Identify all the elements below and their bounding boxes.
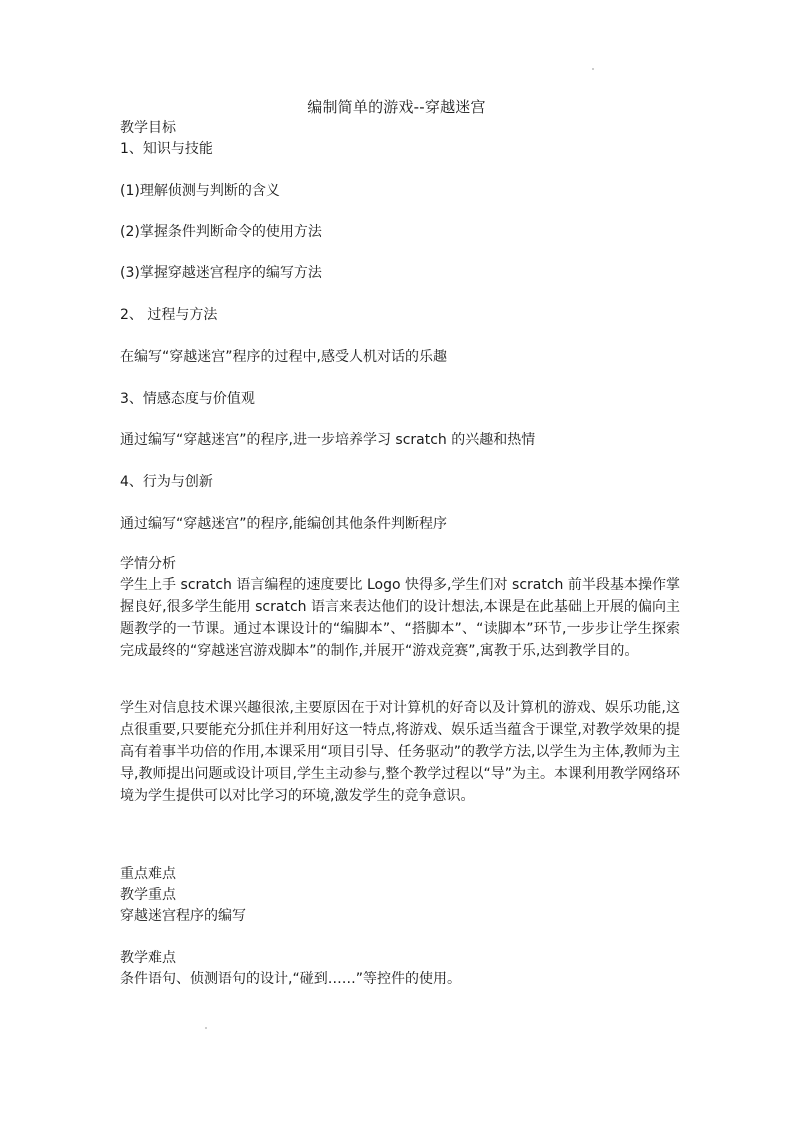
key-focus-heading: 教学重点 [120,887,176,903]
knowledge-item-2: (2)掌握条件判断命令的使用方法 [120,224,322,240]
difficulty-text: 条件语句、侦测语句的设计,“碰到……”等控件的使用。 [120,971,461,987]
difficulty-heading: 教学难点 [120,950,176,966]
key-focus-text: 穿越迷宫程序的编写 [120,908,246,924]
document-title: 编制简单的游戏--穿越迷宫 [307,98,486,116]
knowledge-heading: 1、知识与技能 [120,141,213,157]
analysis-paragraph-1: 学生上手 scratch 语言编程的速度要比 Logo 快得多,学生们对 scratch 前半段基本操作掌握良好,很多学生能用 scratch 语言来表达他们的设计想法,本课是在此基础上开展的偏向主题教学的一节课。通过本课设计的“编脚本”、“搭脚本”、“读脚本”环节,一步步让学生探索完成最终的“穿越迷宫游戏脚本”的制作,并展开“游戏竞赛”,寓教于乐,达到教学目的。 [120,577,680,659]
knowledge-item-3: (3)掌握穿越迷宫程序的编写方法 [120,265,322,281]
behavior-text: 通过编写“穿越迷宫”的程序,能编创其他条件判断程序 [120,516,447,532]
process-heading: 2、 过程与方法 [120,307,218,323]
key-points-heading: 重点难点 [120,866,176,882]
behavior-heading: 4、行为与创新 [120,474,213,490]
emotion-text: 通过编写“穿越迷宫”的程序,进一步培养学习 scratch 的兴趣和热情 [120,432,536,448]
objectives-heading: 教学目标 [120,120,176,136]
emotion-heading: 3、情感态度与价值观 [120,391,255,407]
analysis-paragraph-2: 学生对信息技术课兴趣很浓,主要原因在于对计算机的好奇以及计算机的游戏、娱乐功能,这点很重要,只要能充分抓住并利用好这一特点,将游戏、娱乐适当蕴含于课堂,对教学效果的提高有着事半功倍的作用,本课采用“项目引导、任务驱动”的教学方法,以学生为主体,教师为主导,教师提出问题或设计项目,学生主动参与,整个教学过程以“导”为主。本课利用教学网络环境为学生提供可以对比学习的环境,激发学生的竞争意识。 [120,700,680,804]
process-text: 在编写“穿越迷宫”程序的过程中,感受人机对话的乐趣 [120,349,447,365]
knowledge-item-1: (1)理解侦测与判断的含义 [120,183,280,199]
scan-speck [592,68,594,70]
scan-speck [205,1027,207,1029]
analysis-heading: 学情分析 [120,556,176,572]
